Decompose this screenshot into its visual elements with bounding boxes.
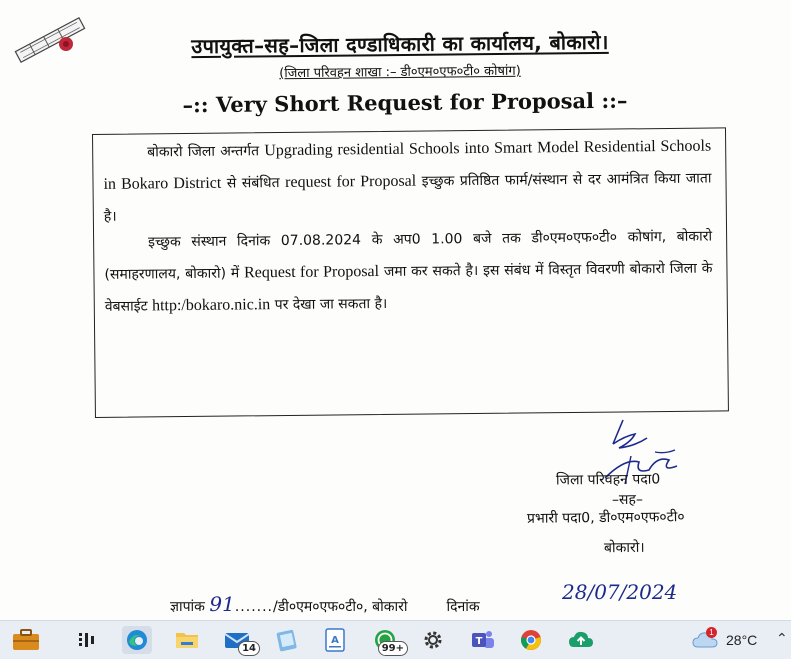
para1-text-5: इच्छुक प्रतिष्ठित फार्म/संस्थान से दर आमंत्रित किया जाता है। — [103, 170, 712, 225]
settings-gear-icon[interactable] — [418, 626, 448, 654]
signatory-line-3: प्रभारी पदा0, डी०एम०एफ०टी० — [526, 509, 685, 527]
signatory-line-4: बोकारो। — [603, 539, 645, 557]
notice-paragraph-2 — [104, 221, 713, 323]
para1-project-name: Upgrading residential Schools into Smart Model Residential Schools in Bokaro District — [103, 137, 712, 193]
cloud-upload-icon[interactable] — [566, 626, 596, 654]
teams-icon[interactable] — [468, 626, 498, 654]
show-hidden-icons-chevron-icon[interactable]: ⌃ — [776, 631, 788, 647]
reference-label: ज्ञापांक — [170, 599, 205, 615]
chrome-icon[interactable] — [516, 626, 546, 654]
svg-text:T: T — [475, 636, 483, 647]
signatory-line-1: जिला परिवहन पदा0 — [555, 471, 661, 489]
para1-text-3: से संबंधित — [221, 174, 286, 192]
date-label: दिनांक — [446, 599, 480, 615]
reference-line: ज्ञापांक 91......./डी०एम०एफ०टी०, बोकारो दिनांक 28/07/2024 — [170, 580, 678, 616]
notice-box — [92, 127, 729, 418]
edge-browser-icon[interactable] — [122, 626, 152, 654]
svg-text:A: A — [331, 635, 339, 646]
notes-app-icon[interactable] — [272, 626, 302, 654]
taskbar — [0, 620, 791, 659]
para1-text-1: बोकारो जिला अन्तर्गत — [147, 143, 265, 161]
weather-widget[interactable] — [692, 629, 757, 651]
para2-text-1: इच्छुक संस्थान दिनांक 07.08.2024 के अप0 1.00 बजे तक डी०एम०एफ०टी० कोषांग, बोकारो (समाहरणालय, बोकारो) में — [104, 228, 713, 283]
reference-date: 28/07/2024 — [562, 580, 678, 604]
para2-text-5: पर देखा जा सकता है। — [270, 295, 388, 314]
website-link: http:/bokaro.nic.in — [151, 296, 271, 315]
para2-rfp: Request for Proposal — [243, 263, 380, 282]
notice-paragraph-1 — [103, 131, 712, 233]
emblem-icon — [10, 12, 90, 68]
notice-title: –:: Very Short Request for Proposal ::– — [182, 87, 628, 118]
mail-badge: 14 — [238, 641, 260, 656]
whatsapp-icon[interactable] — [370, 626, 404, 654]
task-view-icon[interactable] — [72, 626, 102, 654]
whatsapp-badge: 99+ — [378, 641, 408, 656]
reference-suffix: /डी०एम०एफ०टी०, बोकारो — [273, 599, 408, 615]
file-explorer-icon[interactable] — [172, 626, 202, 654]
reference-number: 91 — [209, 592, 235, 616]
para1-rfp: request for Proposal — [285, 172, 417, 191]
signatory-line-2: –सह– — [611, 491, 643, 509]
mail-icon[interactable] — [222, 626, 256, 654]
document-reader-icon[interactable] — [320, 626, 350, 654]
work-briefcase-icon[interactable] — [8, 626, 44, 654]
para2-text-3: जमा कर सकते है। इस संबंध में विस्तृत विवरणी बोकारो जिला के वेबसाईट — [104, 260, 713, 315]
weather-alert-badge: 1 — [706, 627, 717, 638]
temperature: 28°C — [726, 632, 758, 648]
branch-subtitle: (जिला परिवहन शाखा :– डी०एम०एफ०टी० कोषांग) — [279, 63, 521, 82]
office-title: उपायुक्त–सह–जिला दण्डाधिकारी का कार्यालय, बोकारो। — [191, 29, 609, 59]
